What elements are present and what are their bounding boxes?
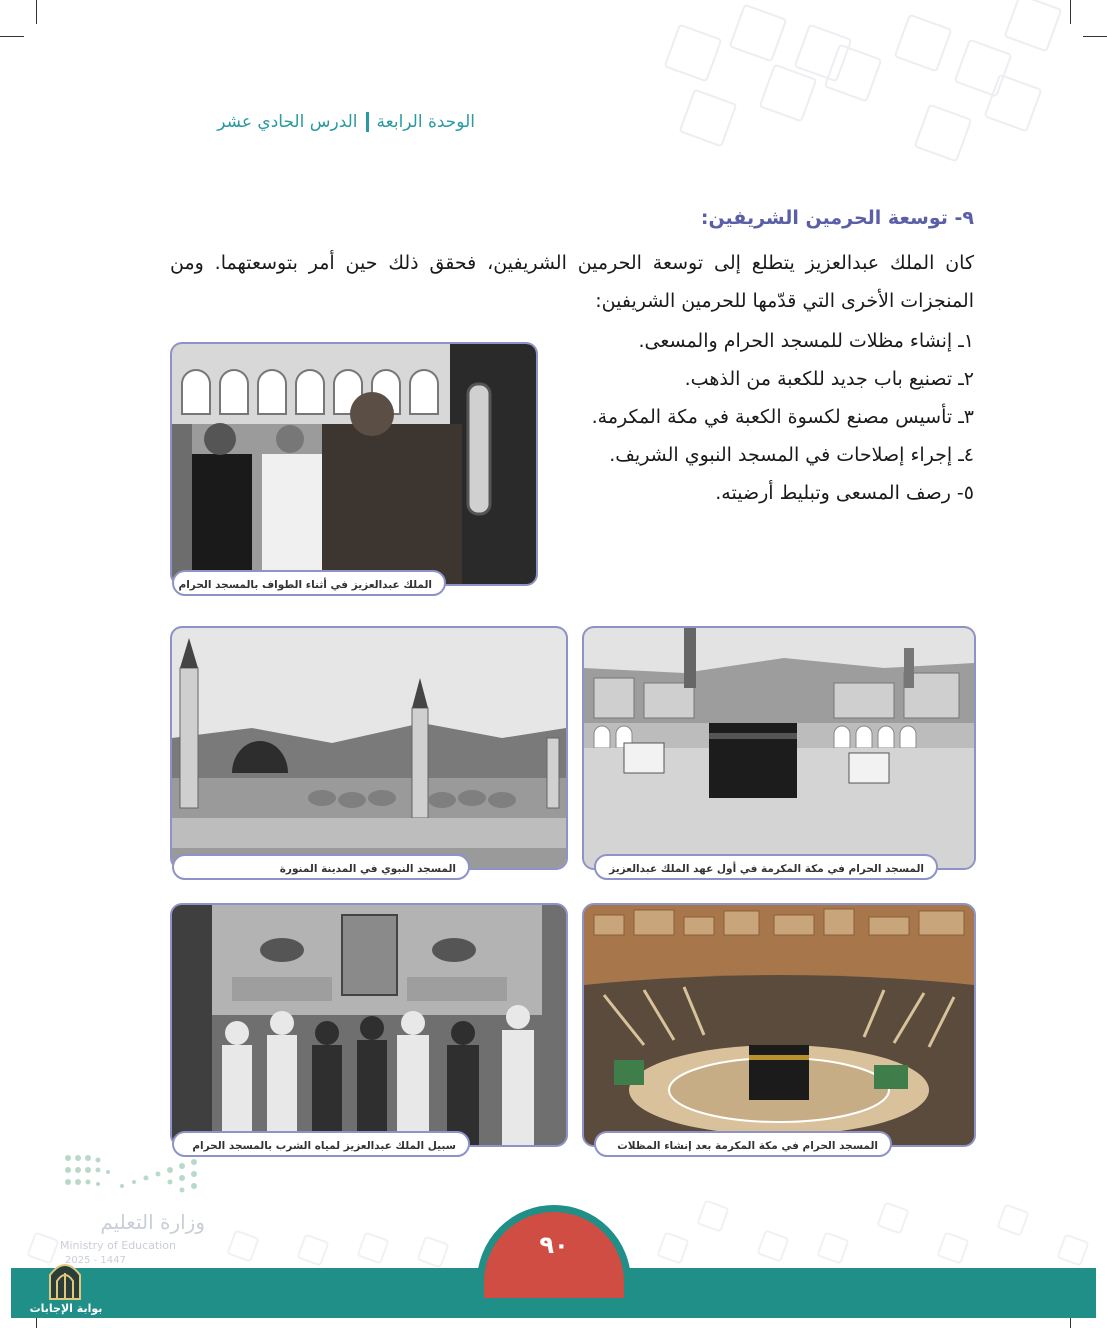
photo-caption: سبيل الملك عبدالعزيز لمياه الشرب بالمسجد الحرام — [172, 1131, 470, 1157]
decorative-pattern — [650, 0, 1080, 190]
unit-label: الوحدة الرابعة — [376, 112, 475, 132]
crop-mark — [1083, 36, 1107, 37]
ministry-logo-dots — [62, 1152, 202, 1196]
photo-king-tawaf — [170, 342, 538, 586]
photo-sabil-fountain — [170, 903, 568, 1147]
photo-caption: المسجد الحرام في مكة المكرمة بعد إنشاء المظلات — [594, 1131, 892, 1157]
list-item: ١ـ إنشاء مظلات للمسجد الحرام والمسعى. — [638, 330, 974, 352]
list-item: ٥- رصف المسعى وتبليط أرضيته. — [715, 482, 974, 504]
achievements-list — [552, 322, 974, 512]
list-item: ٤ـ إجراء إصلاحات في المسجد النبوي الشريف. — [609, 444, 974, 466]
page-number: ٩٠ — [539, 1231, 569, 1259]
section-title: ٩- توسعة الحرمين الشريفين: — [700, 207, 974, 229]
photo-caption: المسجد الحرام في مكة المكرمة في أول عهد الملك عبدالعزيز — [594, 854, 938, 880]
running-header — [175, 108, 475, 136]
lesson-label: الدرس الحادي عشر — [217, 112, 358, 132]
photo-caption: الملك عبدالعزيز في أثناء الطواف بالمسجد الحرام — [172, 570, 446, 596]
list-item: ٣ـ تأسيس مصنع لكسوة الكعبة في مكة المكرمة. — [591, 406, 974, 428]
crop-mark — [0, 36, 24, 37]
crop-mark — [36, 0, 37, 24]
photo-grand-mosque-early — [582, 626, 976, 870]
edition-code: 2025 - 1447 — [65, 1255, 126, 1266]
photo-prophet-mosque — [170, 626, 568, 870]
watermark-text: بوابة الإجابات — [29, 1302, 103, 1315]
header-separator — [366, 112, 369, 132]
list-item: ٢ـ تصنيع باب جديد للكعبة من الذهب. — [684, 368, 974, 390]
photo-caption: المسجد النبوي في المدينة المنورة — [172, 854, 470, 880]
ministry-name-en: Ministry of Education — [60, 1239, 177, 1252]
photo-grand-mosque-umbrellas — [582, 903, 976, 1147]
watermark-logo-icon — [42, 1255, 88, 1301]
intro-paragraph: كان الملك عبدالعزيز يتطلع إلى توسعة الحرمين الشريفين، فحقق ذلك حين أمر بتوسعتهما. ومن المنجزات الأخرى التي قدّمها للحرمين الشريفين: — [170, 252, 974, 312]
ministry-name-ar: وزارة التعليم — [100, 1210, 205, 1234]
